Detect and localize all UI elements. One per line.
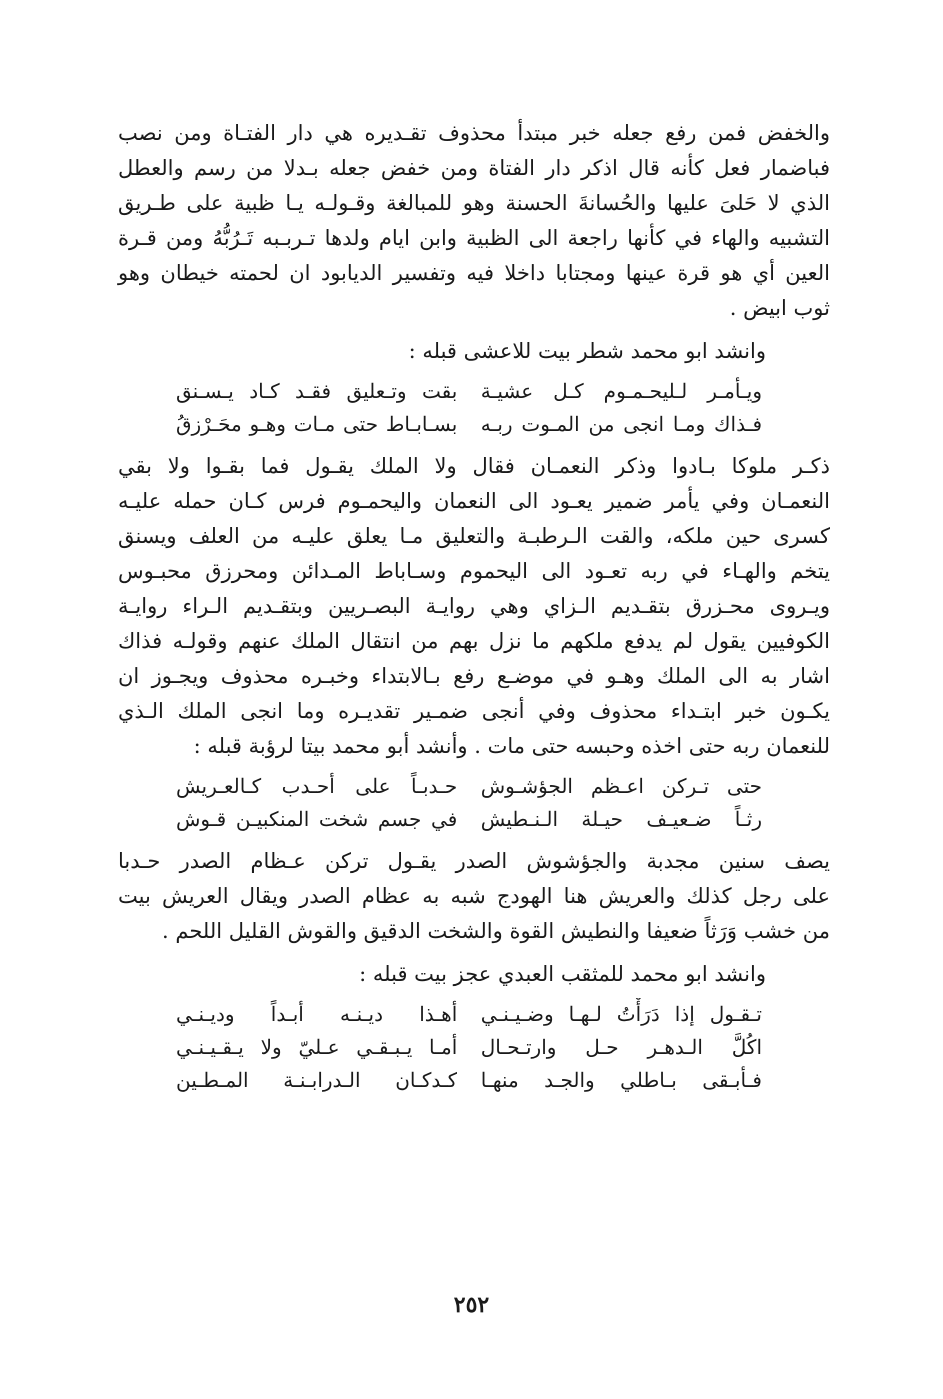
verse [176,803,762,836]
text-line: ذكـر ملوكا بـادوا وذكر النعمـان فقال ولا الملك يقـول فما بقـوا ولا بقي [118,454,830,478]
text-line: اشار به الى الملك وهـو في موضـع رفع بـالابتداء وخبـره محذوف ويجـوز ان [118,664,830,688]
first-hemistich: تـقـول إذا دَرَأْتُ لـهـا وضـيـنـي [480,1002,762,1026]
text-line: التشبيه والهاء في كأنها راجعة الى الظبية وابن ايام ولدها تـربـبه تَـرُبُّهُ ومن قـرة [118,226,830,250]
paragraph-3 [118,844,830,949]
poem-intro-1: وانشد ابو محمد شطر بيت للاعشى قبله : [408,339,766,363]
first-hemistich: فـأبـقى بـاطلي والجـد منهـا [480,1068,762,1092]
first-hemistich: رثـاً ضـعيـف حيـلة الـنـطيش [480,807,762,831]
verse [176,408,762,441]
text-line: للنعمان ربه حتى اخذه وحبسه حتى مات . وأنشد أبو محمد بيتا لرؤبة قبله : [193,734,830,758]
paragraph-1 [118,116,830,326]
page-content [118,116,830,1105]
text-line: يصف سنين مجدبة والجؤشوش الصدر يقـول تركن عـظام الصدر حـدبا [118,849,830,873]
second-hemistich: حـدبـاً على أحـدب كـالعـريش [176,774,458,798]
page-number: ٢٥٢ [453,1292,490,1318]
text-line: من خشب وَرَثاً ضعيفا والنطيش القوة والشخت الدقيق والقوش القليل اللحم . [162,919,830,943]
verse [176,1031,762,1064]
first-hemistich: ويـأمـر لـليحـمـوم كـل عشيـة [480,379,762,403]
second-hemistich: بسـابـاط حتى مـات وهـو محَـرْزقُ [176,412,458,436]
poem-1 [118,375,830,441]
second-hemistich: في جسم شخت المنكبيـن قـوش [176,807,458,831]
verse [176,770,762,803]
poem-intro-2: وانشد ابو محمد للمثقب العبدي عجز بيت قبله : [359,962,766,986]
text-line: على رجل كذلك والعريش هنا الهودج شبه به عظام الصدر ويقال العريش بيت [118,884,830,908]
text-line: فباضمار فعل كأنه قال اذكر دار الفتاة ومن خفض جعله بـدلا من رسم والعطل [118,156,830,180]
second-hemistich: كـدكـان الـدرابـنـة المـطـين [176,1068,458,1092]
first-hemistich: حتى تـركن اعـظم الجؤشـوش [480,774,762,798]
text-line: ويـروى محـزرق بتقـديم الـزاي وهي روايـة البصـريين وبتقـديم الـراء روايـة [118,594,830,618]
text-line: كسرى حين ملكه، والقت الـرطبـة والتعليق مـا يعلق عليـه من العلف ويسنق [118,524,830,548]
text-line: يتخم والهـاء في ربه تعـود الى اليحموم وسـاباط المـدائن ومحرزق محبـوس [118,559,830,583]
verse [176,1064,762,1097]
text-line: العين أي هو قرة عينها ومجتابا داخلا فيه وتفسير الديابود ان لحمته خيطان وهو [118,261,830,285]
second-hemistich: بقت وتـعليق فقـد كـاد يـسـنق [176,379,458,403]
text-line: يكـون خبر ابتـداء محذوف وفي أنجى ضمـير تقديـره وما انجى الملك الـذي [118,699,830,723]
second-hemistich: أهـذا ديـنـه أبـداً وديـنـي [176,1002,458,1026]
text-line: الكوفيين يقول لم يدفع ملكهم ما نزل بهم من انتقال الملك عنهم وقولـه فذاك [118,629,830,653]
text-line: النعمـان وفي يأمر ضمير يعـود الى النعمان واليحمـوم فرس كـان حمله عليـه [118,489,830,513]
text-line: الذي لا حَلىَ عليها والحُسانةَ الحسنة وهو للمبالغة وقـولـه يـا ظبية على طـريق [118,191,830,215]
verse [176,375,762,408]
poem-2 [118,770,830,836]
poem-3 [118,998,830,1097]
first-hemistich: اكُلَّ الـدهـر حـل وارتـحـال [480,1035,762,1059]
verse [176,998,762,1031]
second-hemistich: أمـا يـبـقـي عـليّ ولا يـقـيـنـي [176,1035,458,1059]
text-line: والخفض فمن رفع جعله خبر مبتدأ محذوف تقـديره هي دار الفتـاة ومن نصب [118,121,830,145]
text-line: ثوب ابيض . [729,296,830,320]
paragraph-2 [118,449,830,764]
first-hemistich: فـذاك ومـا انجى من المـوت ربـه [480,412,762,436]
